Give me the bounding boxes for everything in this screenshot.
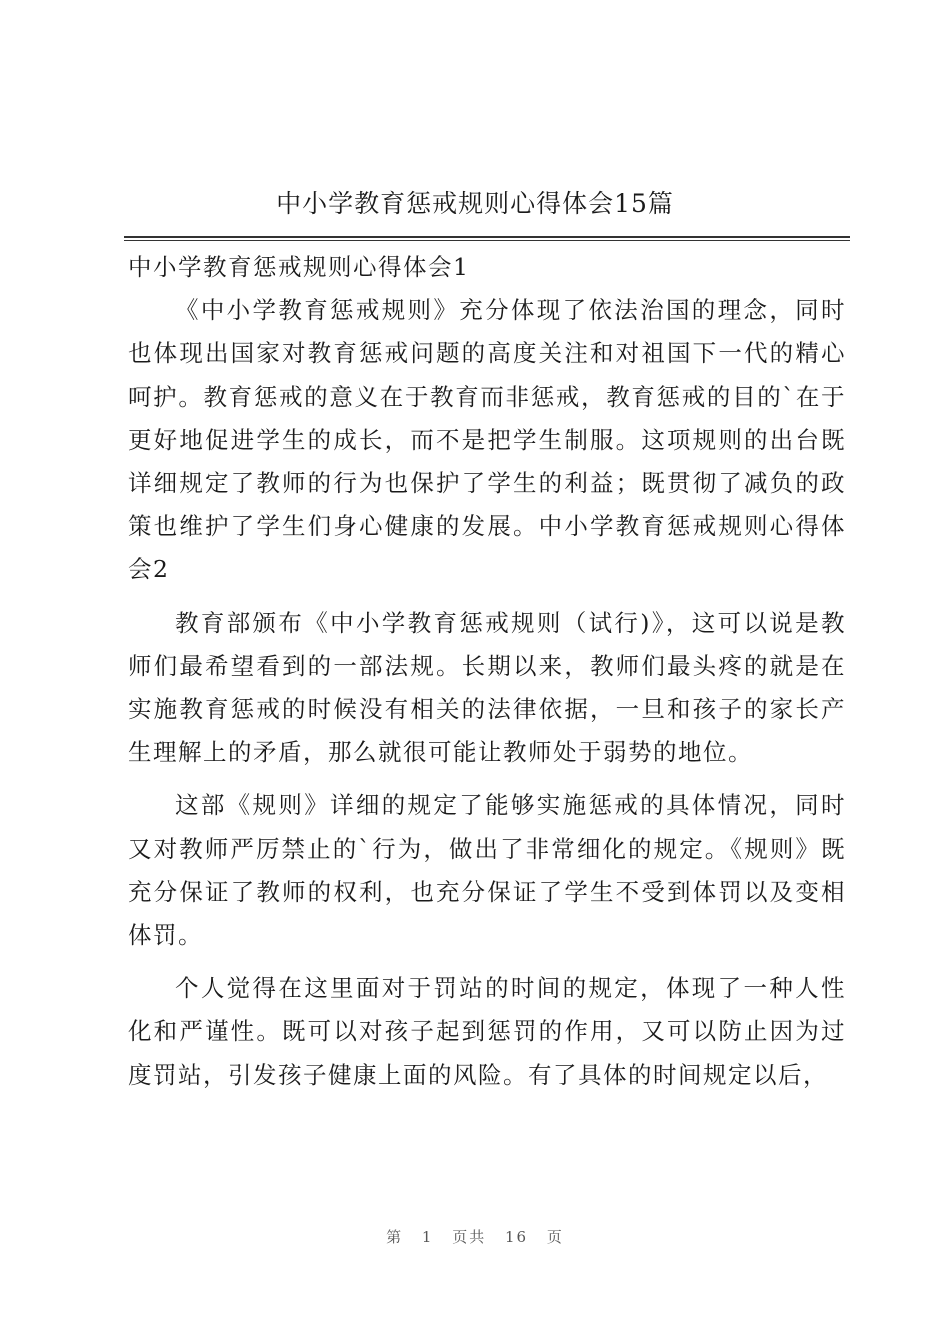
document-body xyxy=(128,246,846,1097)
paragraph: 教育部颁布《中小学教育惩戒规则（试行)》，这可以说是教师们最希望看到的一部法规。长期以来，教师们最头疼的就是在实施教育惩戒的时候没有相关的法律依据，一旦和孩子的家长产生理解上的矛盾，那么就很可能让教师处于弱势的地位。 xyxy=(128,608,846,767)
section-heading: 中小学教育惩戒规则心得体会1 xyxy=(128,253,470,281)
document-title: 中小学教育惩戒规则心得体会15篇 xyxy=(276,189,674,218)
paragraph: 《中小学教育惩戒规则》充分体现了依法治国的理念，同时也体现出国家对教育惩戒问题的高度关注和对祖国下一代的精心呵护。教育惩戒的意义在于教育而非惩戒，教育惩戒的目的`在于更好地促进学生的成长，而不是把学生制服。这项规则的出台既详细规定了教师的行为也保护了学生的利益；既贯彻了减负的政策也维护了学生们身心健康的发展。中小学教育惩戒规则心得体会2 xyxy=(128,296,846,584)
page-number-footer: 第 1 页共 16 页 xyxy=(386,1228,564,1246)
paragraph: 这部《规则》详细的规定了能够实施惩戒的具体情况，同时又对教师严厉禁止的`行为，做出了非常细化的规定。《规则》既充分保证了教师的权利，也充分保证了学生不受到体罚以及变相体罚。 xyxy=(128,791,846,950)
paragraph: 个人觉得在这里面对于罚站的时间的规定，体现了一种人性化和严谨性。既可以对孩子起到惩罚的作用，又可以防止因为过度罚站，引发孩子健康上面的风险。有了具体的时间规定以后， xyxy=(128,974,846,1089)
title-divider xyxy=(124,236,850,241)
